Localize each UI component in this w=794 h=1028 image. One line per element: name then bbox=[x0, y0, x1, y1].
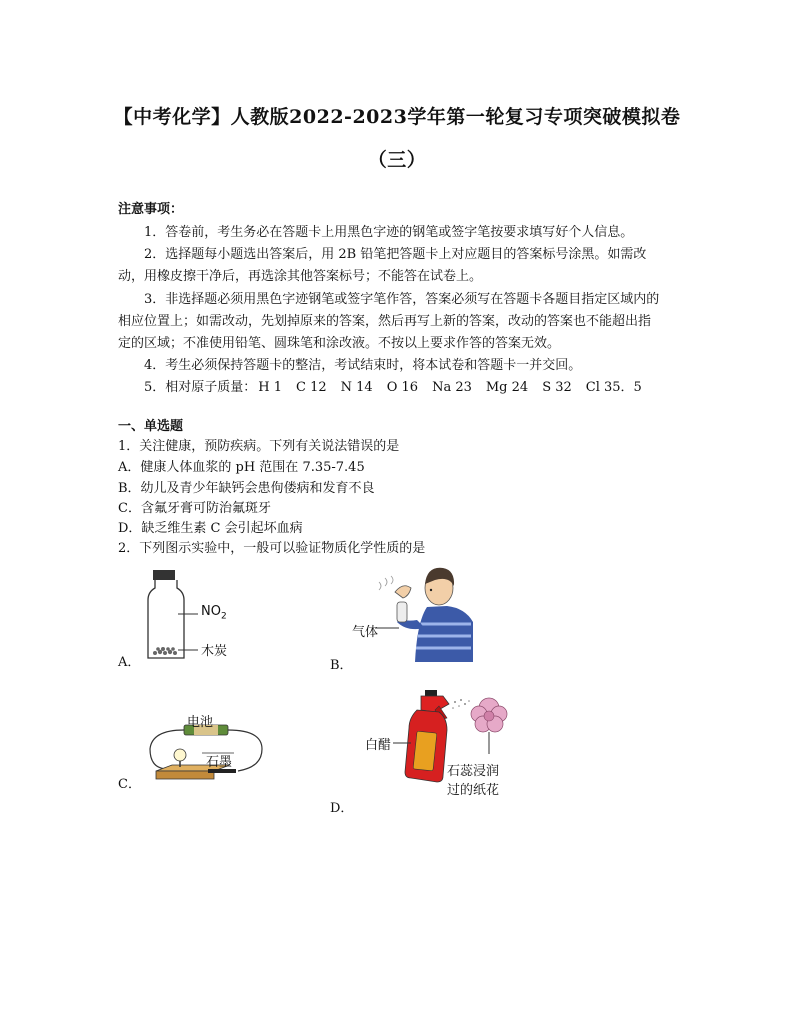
q2-option-d-label: D． bbox=[330, 801, 354, 816]
q1-option-d: D．缺乏维生素 C 会引起坏血病 bbox=[118, 521, 303, 536]
notice-heading: 注意事项： bbox=[118, 202, 184, 217]
notice-item-3b: 相应位置上；如需改动，先划掉原来的答案，然后再写上新的答案，改动的答案也不能超出指 bbox=[118, 314, 652, 329]
q1-stem: 1．关注健康，预防疾病。下列有关说法错误的是 bbox=[118, 439, 400, 454]
notice-item-3c: 定的区域；不准使用铅笔、圆珠笔和涂改液。不按以上要求作答的答案无效。 bbox=[118, 336, 561, 351]
section-heading: 一、单选题 bbox=[118, 419, 184, 434]
page-title: 【中考化学】人教版2022-2023学年第一轮复习专项突破模拟卷 bbox=[113, 106, 681, 128]
notice-item-1: 1．答卷前，考生务必在答题卡上用黑色字迹的钢笔或签字笔按要求填写好个人信息。 bbox=[144, 225, 634, 240]
page-subtitle: （三） bbox=[367, 149, 427, 171]
figure-c-circuit bbox=[138, 705, 273, 795]
atom-na: Na 23 bbox=[432, 380, 472, 395]
figure-d-vinegar-label: 白醋 bbox=[365, 738, 392, 753]
notice-item-5 bbox=[144, 379, 656, 397]
figure-d-flower-label-2: 过的纸花 bbox=[447, 783, 500, 798]
atom-cl: Cl 35．5 bbox=[585, 380, 642, 395]
atom-s: S 32 bbox=[542, 380, 572, 395]
notice-item-2a: 2．选择题每小题选出答案后，用 2B 铅笔把答题卡上对应题目的答案标号涂黑。如需改 bbox=[144, 247, 647, 262]
figure-c-battery-label: 电池 bbox=[187, 715, 214, 730]
atom-mg: Mg 24 bbox=[485, 380, 529, 395]
atom-o: O 16 bbox=[386, 380, 419, 395]
atom-h: H 1 bbox=[258, 380, 283, 395]
figure-a-gas-label: $NO_2$ bbox=[201, 604, 227, 622]
q1-option-b: B．幼儿及青少年缺钙会患佝偻病和发育不良 bbox=[118, 481, 375, 496]
atom-c: C 12 bbox=[296, 380, 327, 395]
q1-option-c: C．含氟牙膏可防治氟斑牙 bbox=[118, 501, 271, 516]
figure-c-graphite-label: 石墨 bbox=[206, 755, 233, 770]
figure-a-bottle bbox=[140, 570, 250, 662]
q1-option-a: A．健康人体血浆的 pH 范围在 7.35-7.45 bbox=[118, 460, 365, 475]
atom-n: N 14 bbox=[340, 380, 373, 395]
q2-option-b-label: B． bbox=[330, 658, 353, 673]
figure-b-gas-label: 气体 bbox=[352, 625, 379, 640]
figure-a-solid-label: 木炭 bbox=[201, 644, 228, 659]
q2-stem: 2．下列图示实验中，一般可以验证物质化学性质的是 bbox=[118, 541, 426, 556]
notice-item-4: 4．考生必须保持答题卡的整洁，考试结束时，将本试卷和答题卡一并交回。 bbox=[144, 358, 582, 373]
notice-item-2b: 动，用橡皮擦干净后，再选涂其他答案标号；不能答在试卷上。 bbox=[118, 269, 483, 284]
figure-d-spray bbox=[365, 688, 525, 803]
q2-option-c-label: C． bbox=[118, 777, 141, 792]
atomic-mass-label: 5．相对原子质量： bbox=[144, 380, 257, 395]
bottle-illustration bbox=[140, 570, 250, 662]
boy-illustration bbox=[355, 562, 475, 662]
figure-d-flower-label-1: 石蕊浸润 bbox=[447, 764, 500, 779]
q2-option-a-label: A． bbox=[118, 655, 141, 670]
figure-b-smelling bbox=[352, 562, 475, 662]
notice-item-3a: 3．非选择题必须用黑色字迹钢笔或签字笔作答，答案必须写在答题卡各题目指定区域内的 bbox=[144, 292, 660, 307]
